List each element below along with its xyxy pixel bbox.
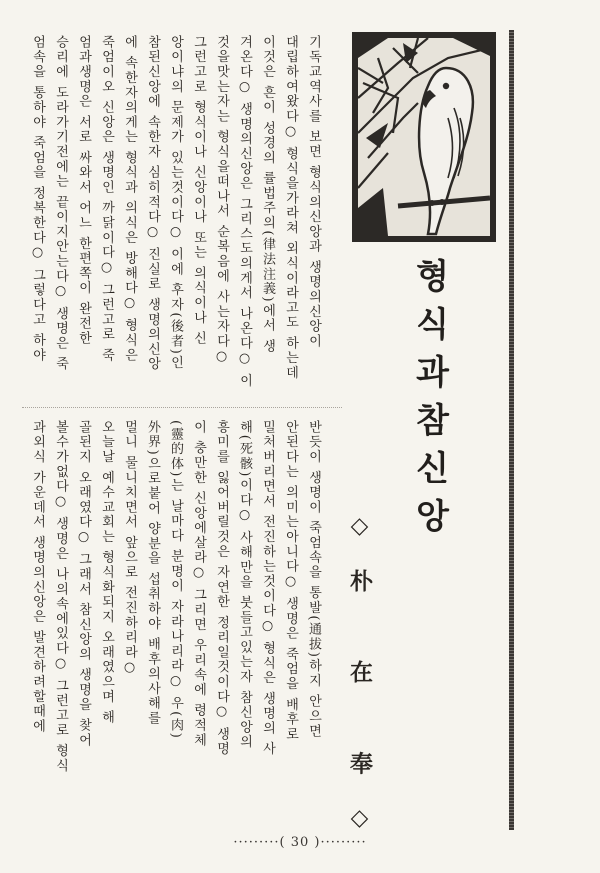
- text-column: 안된다는 의미는아니다○ 생명은 죽엄을 배후로: [283, 420, 298, 742]
- column-divider: [22, 407, 342, 409]
- article-title: 형식과참신앙: [409, 258, 449, 546]
- text-column: 볼수가없다○ 생명은 나의속에있다○ 그런고로 형식: [53, 420, 68, 774]
- author-name: ◇朴 在 奉◇: [346, 512, 373, 862]
- text-column: 엄과생명은 서로 싸와서 어느 한편쪽이 완전한: [76, 35, 91, 346]
- text-column: 해(死骸)이다○ 사해만을 붓들고있는자 참신앙의: [237, 420, 252, 750]
- text-column: 에 속한자의게는 형식과 의식은 방해다○ 형식은: [122, 35, 137, 363]
- vertical-border-rule: [509, 30, 514, 830]
- text-column: 것을맛는자는 형식을떠나서 순복음에 사는자다○: [214, 35, 229, 366]
- text-column: 과외식 가운데서 생명의신앙은 발견하려할때에: [30, 420, 45, 734]
- text-column: 반듯이 생명이 죽엄속을 통발(通拔)하지 안으면: [306, 420, 321, 739]
- parrot-icon: [358, 38, 490, 236]
- text-column: 엄속을 통하야 죽엄을 정복한다○ 그렇다고 하야: [30, 35, 45, 363]
- page-number: ·········( 30 )·········: [233, 835, 367, 850]
- text-column: 흥미를 잃어버릴것은 자연한 정리일것이다○ 생명: [214, 420, 229, 757]
- text-column: 그런고로 형식이나 신앙이나 또는 의식이나 신: [191, 35, 206, 346]
- text-column: 골된지 오래였다○ 그래서 참신앙의 생명을 찾어: [76, 420, 91, 748]
- text-column: 죽엄이오 신앙은 생명인 까닭이다○ 그런고로 죽: [99, 35, 114, 363]
- text-column: 外界)으로붙어 양분을 섭취하야 배후의사해를: [145, 420, 160, 726]
- text-column: (靈的体)는 날마다 분명이 자라나리라○ 우(肉): [168, 420, 183, 740]
- text-column: 승리에 도라가기전에는 끝이지안는다○ 생명은 죽: [53, 35, 68, 372]
- text-column: 참된신앙에 속한자 심히적다○ 진실로 생명의신앙: [145, 35, 160, 372]
- text-column: 이 충만한 신앙에살라○ 그리면 우리속에 령적체: [191, 420, 206, 748]
- parrot-illustration: [352, 32, 496, 242]
- text-column: 겨온다○ 생명의신앙은 그리스도의게서 나온다○ 이: [237, 35, 252, 389]
- text-column: 이것은 흔이 성경의 률법주의(律法注義)에서 생: [260, 35, 275, 354]
- text-column: 멀니 물니치면서 앞으로 전진하리라○: [122, 420, 137, 677]
- text-column: 앙이냐의 문제가 있는것이다○ 이에 후자(後者)인: [168, 35, 183, 371]
- text-column: 밀처버리면서 전진하는것이다○ 형식은 생명의 사: [260, 420, 275, 757]
- text-column: 대립하여왔다○ 형식을가라쳐 외식이라고도 하는데: [283, 35, 298, 381]
- text-column: 기독교역사를 보면 형식의신앙과 생명의신앙이: [306, 35, 321, 349]
- text-column: 오늘날 예수교회는 형식화되지 오래였으며 해: [99, 420, 114, 725]
